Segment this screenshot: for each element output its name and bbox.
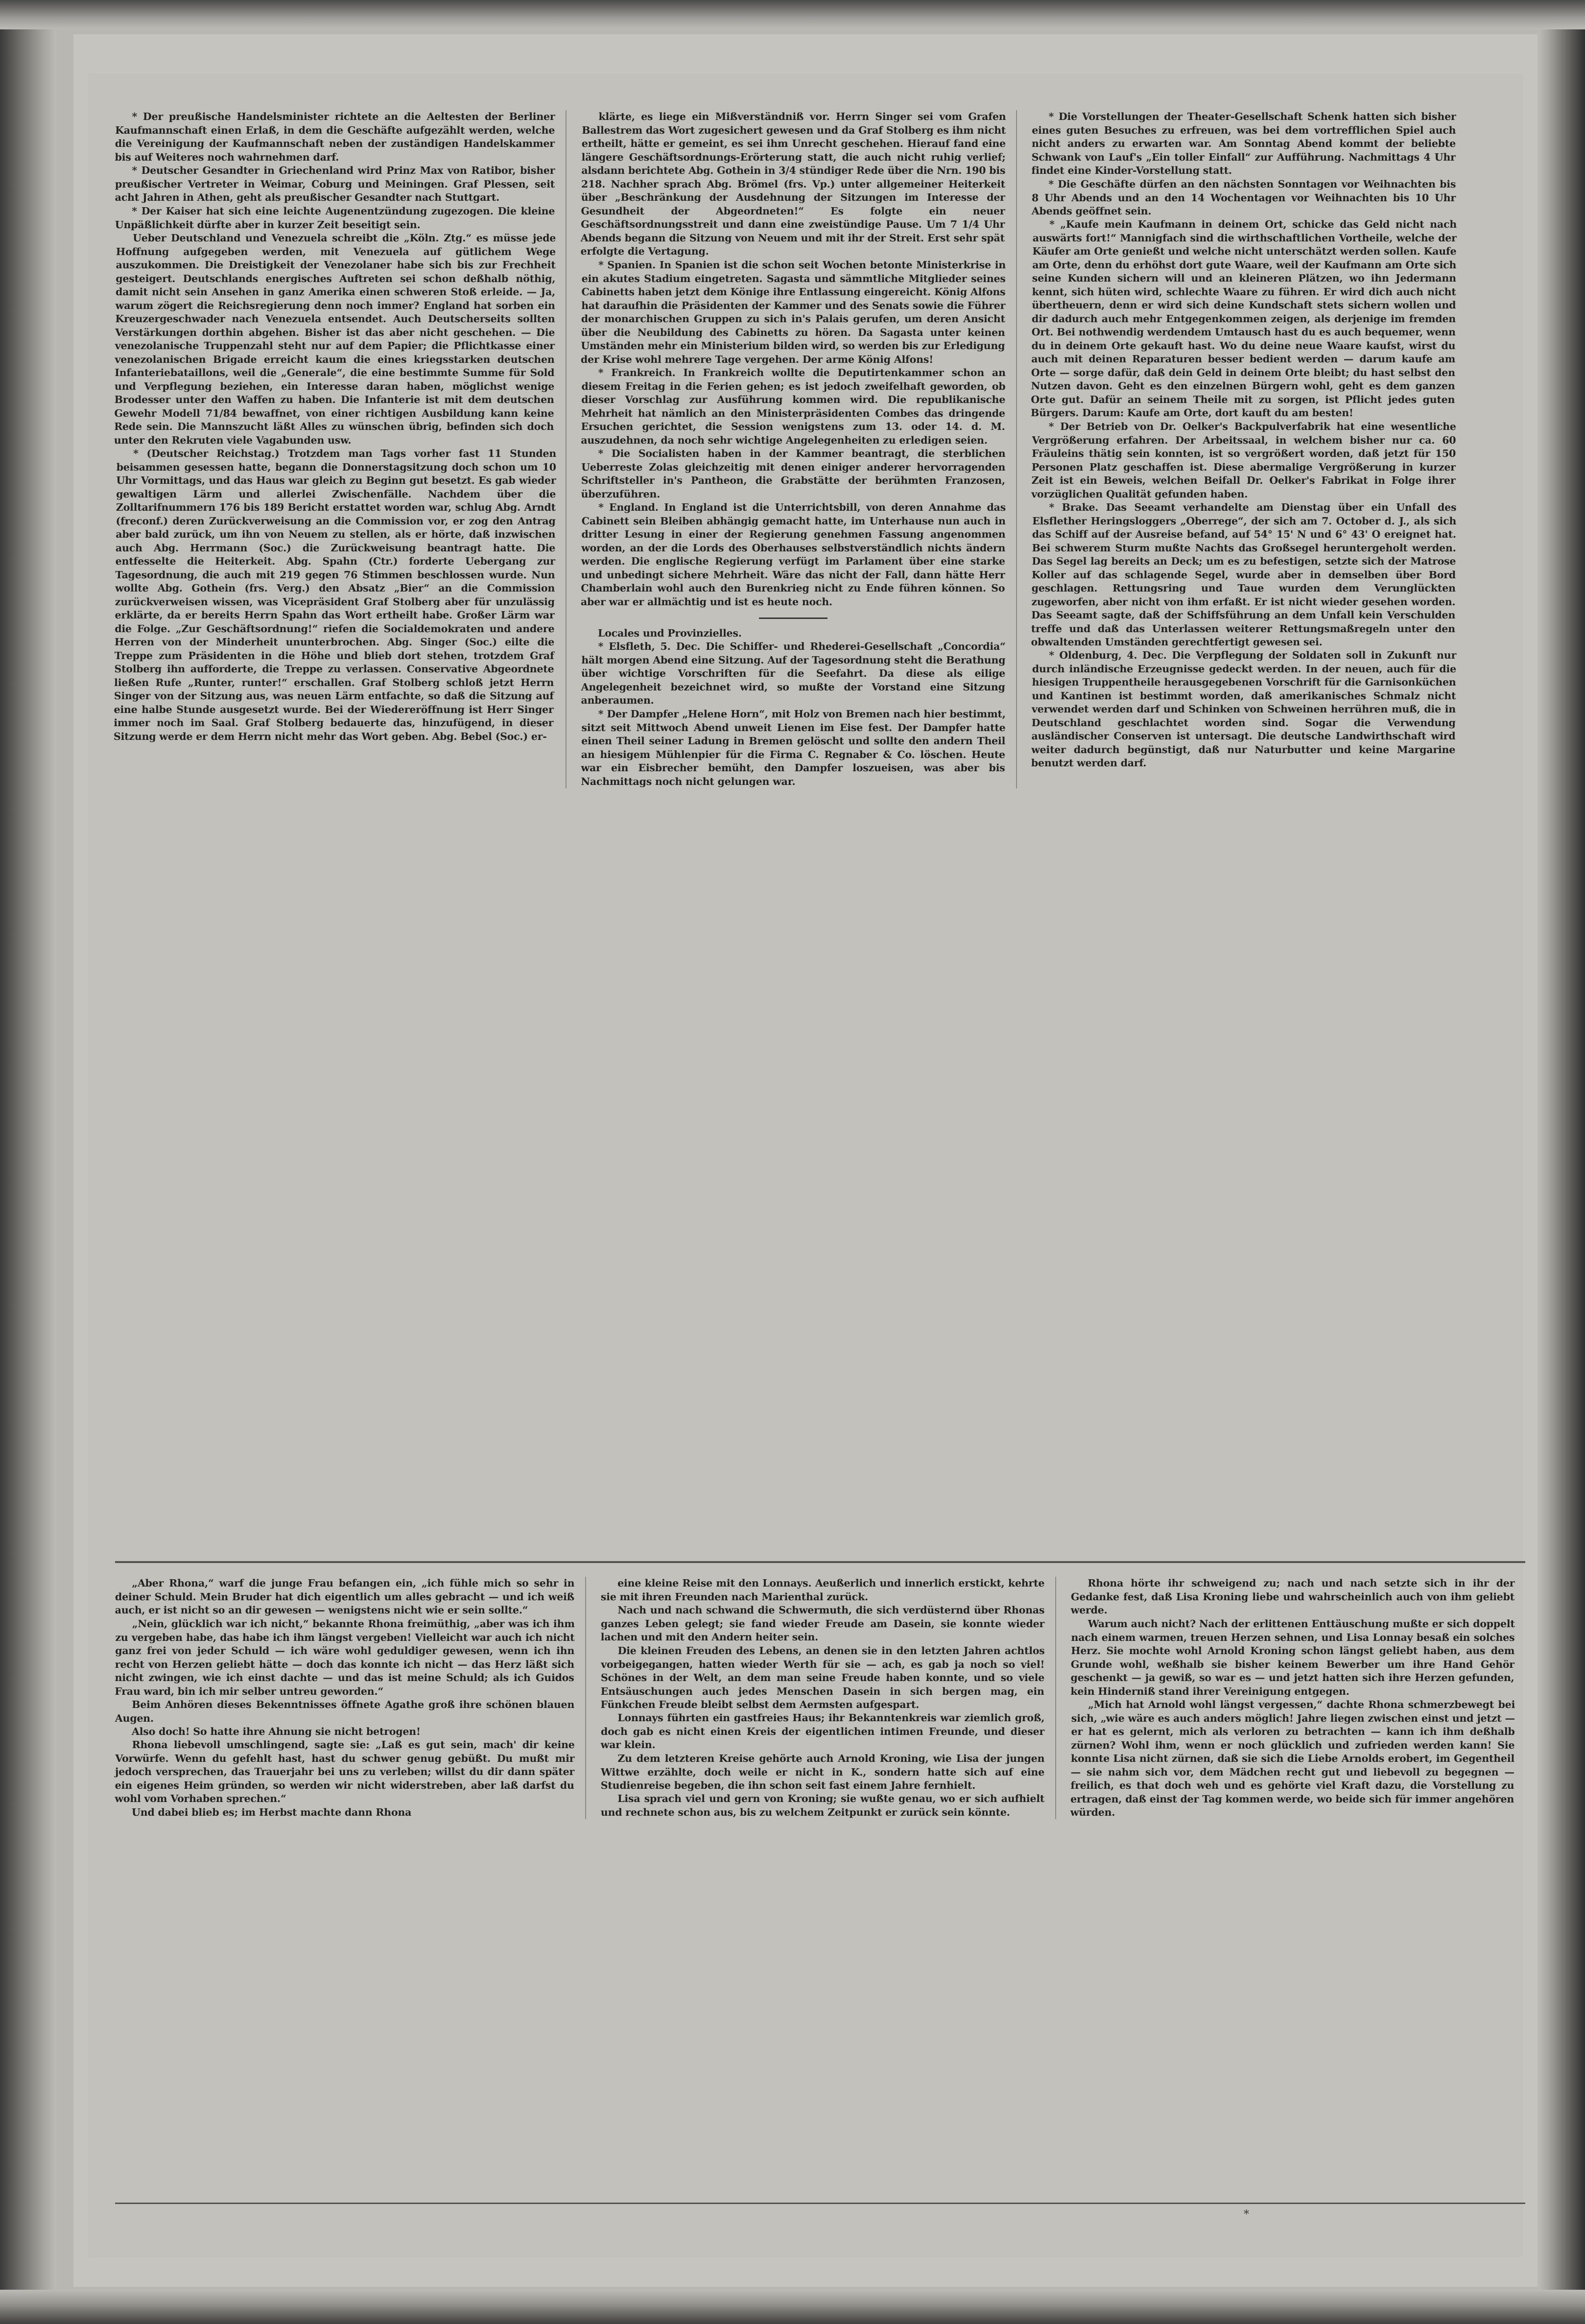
- news-paragraph: * Der Betrieb von Dr. Oelker's Backpulverfabrik hat eine wesentliche Vergrößerung erfahren. Der Arbeitssaal, in welchem bisher nur ca. 60 Fräuleins thätig sein konnten, ist so vergrößert worden, daß jetzt für 150 Personen Platz geschaffen ist. Diese abermalige Vergrößerung in kurzer Zeit ist ein Beweis, welchen Beifall Dr. Oelker's Fabrikat in Folge ihrer vorzüglichen Qualität gefunden haben.: [1031, 420, 1456, 499]
- news-columns: [115, 110, 1525, 788]
- news-paragraph: * England. In England ist die Unterrichtsbill, von deren Annahme das Cabinett sein Bleiben abhängig gemacht hatte, im Unterhause nun auch in dritter Lesung in einer der Regierung genehmen Fassung angenommen worden, an der die Lords des Oberhauses selbstverständlich nichts ändern werden. Die englische Regierung verfügt im Parlament über eine starke und unbedingt sichere Mehrheit. Wäre das nicht der Fall, dann hätte Herr Chamberlain wohl auch den Burenkrieg nicht zu Ende führen können. So aber war er allmächtig und ist es heute noch.: [580, 501, 1006, 607]
- feuilleton-paragraph: „Nein, glücklich war ich nicht,“ bekannte Rhona freimüthig, „aber was ich ihm zu vergeben habe, das habe ich ihm längst vergeben! Vielleicht war auch ich nicht ganz frei von jeder Schuld — ich wäre wohl geduldiger gewesen, wenn ich ihn recht von Herzen geliebt hätte — doch das konnte ich nicht — das Herz läßt sich nicht zwingen, wie ich einst dachte — und das ist meine Schuld; als ich Guidos Frau ward, bin ich mir selber untreu geworden.“: [115, 1617, 575, 1697]
- feuilleton-paragraph: Lisa sprach viel und gern von Kroning; sie wußte genau, wo er sich aufhielt und rechnete schon aus, bis zu welchem Zeitpunkt er zurück sein könnte.: [600, 1793, 1045, 1818]
- feuilleton-paragraph: Die kleinen Freuden des Lebens, an denen sie in den letzten Jahren achtlos vorbeigegangen, hatten wieder Werth für sie — ach, es gab ja noch so viel! Schönes in der Welt, an dem man seine Freude haben konnte, und so viele Entsäuschungen auch jedes Menschen Dasein in sich bergen mag, ein Fünkchen Freude bleibt selbst dem Aermsten aufgespart.: [600, 1644, 1045, 1710]
- feuilleton-section: [115, 1577, 1525, 2208]
- feuilleton-column-1: [115, 1577, 585, 1819]
- feuilleton-paragraph: Lonnays führten ein gastfreies Haus; ihr Bekanntenkreis war ziemlich groß, doch gab es nicht einen Kreis der eigentlichen intimen Freunde, und dieser war klein.: [600, 1712, 1045, 1751]
- news-column-2: [566, 110, 1016, 788]
- feuilleton-paragraph: eine kleine Reise mit den Lonnays. Aeußerlich und innerlich erstickt, kehrte sie mit ihren Freunden nach Marienthal zurück.: [600, 1577, 1045, 1603]
- feuilleton-columns: [115, 1577, 1525, 1819]
- feuilleton-paragraph: Rhona liebevoll umschlingend, sagte sie: „Laß es gut sein, mach' dir keine Vorwürfe. Wenn du gefehlt hast, hast du schwer genug gebüßt. Du mußt mir jedoch versprechen, das Trauerjahr bei uns zu verleben; willst du dir dann später ein eigenes Heim gründen, so werden wir nicht widerstreben, aber laß darfst du wohl vom Vorhaben sprechen.“: [115, 1739, 575, 1804]
- news-paragraph: * „Kaufe mein Kaufmann in deinem Ort, schicke das Geld nicht nach auswärts fort!“ Mannigfach sind die wirthschaftlichen Vortheile, welche der Käufer am Orte genießt und welche nicht unterschätzt werden sollen. Kaufe am Orte, denn du erhöhst dort gute Waare, weil der Kaufmann am Orte sich seine Kunden sichern will und an kleineren Plätzen, wo ihn Jedermann kennt, sich hüten wird, schlechte Waare zu führen. Er wird dich auch nicht übertheuern, denn er wird sich deine Kundschaft stets sichern wollen und dir dadurch auch mehr Entgegenkommen zeigen, als derjenige im fremden Ort. Bei nothwendig werdendem Umtausch hast du es auch bequemer, wenn du in deinem Orte gekauft hast. Wo du deine neue Waare kaufst, wirst du auch mit deinen Reparaturen besser bedient werden — darum kaufe am Orte — sorge dafür, daß dein Geld in deinem Orte bleibt; du hast selbst den Nutzen davon. Geht es den einzelnen Bürgern wohl, geht es dem ganzen Orte gut. Dafür an seinem Theile mit zu sorgen, ist Pflicht jedes guten Bürgers. Darum: Kaufe am Orte, dort kauft du am besten!: [1030, 218, 1457, 419]
- feuilleton-column-3: [1055, 1577, 1525, 1819]
- section-heading-locales: Locales und Provinzielles.: [597, 627, 742, 639]
- news-column-3: [1016, 110, 1467, 788]
- page-edge-bottom: [0, 2290, 1585, 2324]
- feuilleton-paragraph: „Aber Rhona,“ warf die junge Frau befangen ein, „ich fühle mich so sehr in deiner Schuld. Mein Bruder hat dich eigentlich um alles gebracht — und ich weiß auch, er ist nicht so an dir gewesen — wenigstens nicht wie er sein sollte.“: [115, 1577, 575, 1616]
- bottom-divider: [115, 2203, 1525, 2204]
- news-paragraph: * (Deutscher Reichstag.) Trotzdem man Tags vorher fast 11 Stunden beisammen gesessen hatte, begann die Donnerstagsitzung doch schon um 10 Uhr Vormittags, und das Haus war gleich zu Beginn gut besetzt. Es gab wieder gewaltigen Lärm und allerlei Zwischenfälle. Nachdem über die Zolltarifnummern 176 bis 189 Bericht erstattet worden war, schlug Abg. Arndt (freconf.) deren Zurückverweisung an die Commission vor, er zog den Antrag aber bald zurück, um ihn von Neuem zu stellen, als er hörte, daß inzwischen auch Abg. Herrmann (Soc.) die Zurückweisung beantragt hatte. Die entfesselte die Heiterkeit. Abg. Spahn (Ctr.) forderte Uebergang zur Tagesordnung, die auch mit 219 gegen 76 Stimmen beschlossen wurde. Nun wollte Abg. Gothein (frs. Verg.) den Absatz „Bier“ an die Commission zurückverweisen wissen, was Vicepräsident Graf Stolberg aber für unzulässig erklärte, da er bereits Herrn Spahn das Wort ertheilt habe. Großer Lärm war die Folge. „Zur Geschäftsordnung!“ riefen die Socialdemokraten und andere Herren von der Minderheit ununterbrochen. Abg. Singer (Soc.) eilte die Treppe zum Präsidenten in die Höhe und blieb dort stehen, trotzdem Graf Stolberg ihn aufforderte, die Treppe zu verlassen. Conservative Abgeordnete ließen Rufe „Runter, runter!“ erschallen. Graf Stolberg schloß jetzt Herrn Singer von der Sitzung aus, was neuen Lärm entfachte, so daß die Sitzung auf eine halbe Stunde ausgesetzt wurde. Bei der Wiedereröffnung ist Herr Singer immer noch im Saal. Graf Stolberg bedauerte das, hinzufügend, in dieser Sitzung werde er dem Herrn nicht mehr das Wort geben. Abg. Bebel (Soc.) er-: [113, 447, 557, 742]
- feuilleton-paragraph: Rhona hörte ihr schweigend zu; nach und nach setzte sich in ihr der Gedanke fest, daß Lisa Kroning liebe und wahrscheinlich auch von ihm geliebt werde.: [1070, 1577, 1515, 1616]
- feuilleton-column-2: [585, 1577, 1055, 1819]
- feuilleton-paragraph: Und dabei blieb es; im Herbst machte dann Rhona: [131, 1806, 412, 1818]
- page-edge-right: [1538, 0, 1585, 2324]
- news-paragraph: * Elsfleth, 5. Dec. Die Schiffer- und Rhederei-Gesellschaft „Concordia“ hält morgen Abend eine Sitzung. Auf der Tagesordnung steht die Berathung über wichtige Vorschriften für die Seefahrt. Da diese als eilige Angelegenheit bezeichnet wird, so mußte der Vorstand eine Sitzung anberaumen.: [581, 640, 1006, 706]
- feuilleton-paragraph: Nach und nach schwand die Schwermuth, die sich verdüsternd über Rhonas ganzes Leben gelegt; sie fand wieder Freude am Dasein, sie konnte wieder lachen und mit den Andern heiter sein.: [600, 1604, 1045, 1643]
- news-paragraph: * Oldenburg, 4. Dec. Die Verpflegung der Soldaten soll in Zukunft nur durch inländische Erzeugnisse gedeckt werden. In der neuen, auch für die hiesigen Truppentheile herausgegebenen Vorschrift für die Garnisonküchen und Kantinen ist bestimmt worden, daß amerikanisches Schmalz nicht verwendet werden darf und Schinken von Schweinen herrühren muß, die in Deutschland geschlachtet worden sind. Sogar die Verwendung ausländischer Conserven ist untersagt. Die deutsche Landwirthschaft wird weiter dadurch begünstigt, daß nur Naturbutter und keine Margarine benutzt werden darf.: [1031, 649, 1457, 769]
- news-paragraph: * Der Kaiser hat sich eine leichte Augenentzündung zugezogen. Die kleine Unpäßlichkeit dürfte aber in kurzer Zeit beseitigt sein.: [115, 205, 555, 230]
- news-paragraph: * Frankreich. In Frankreich wollte die Deputirtenkammer schon an diesem Freitag in die Ferien gehen; es ist jedoch zweifelhaft geworden, ob dieser Vorschlag zur Ausführung kommen wird. Die republikanische Mehrheit hat nämlich an den Ministerpräsidenten Combes das dringende Ersuchen gerichtet, die Session wenigstens zum 13. oder 14. d. M. auszudehnen, da noch sehr wichtige Angelegenheiten zu erledigen seien.: [581, 366, 1006, 446]
- page-edge-left: [0, 0, 56, 2324]
- bottom-ornament: *: [1244, 2208, 1249, 2221]
- news-paragraph: * Die Vorstellungen der Theater-Gesellschaft Schenk hatten sich bisher eines guten Besuches zu erfreuen, was bei dem vortrefflichen Spiel auch nicht anders zu erwarten war. Am Sonntag Abend kommt der beliebte Schwank von Lauf's „Ein toller Einfall“ zur Aufführung. Nachmittags 4 Uhr findet eine Kinder-Vorstellung statt.: [1031, 111, 1456, 176]
- feuilleton-paragraph: Beim Anhören dieses Bekenntnisses öffnete Agathe groß ihre schönen blauen Augen.: [115, 1698, 575, 1724]
- news-paragraph: * Deutscher Gesandter in Griechenland wird Prinz Max von Ratibor, bisher preußischer Vertreter in Weimar, Coburg und Meiningen. Graf Plessen, seit acht Jahren in Athen, geht als preußischer Gesandter nach Stuttgart.: [115, 165, 555, 203]
- news-paragraph: Ueber Deutschland und Venezuela schreibt die „Köln. Ztg.“ es müsse jede Hoffnung aufgegeben werden, mit Venezuela auf gütlichem Wege auszukommen. Die Dreistigkeit der Venezolaner habe sich bis zur Frechheit gesteigert. Deutschlands energisches Auftreten sei schon deßhalb nöthig, damit nicht sein Ansehen in ganz Amerika einen schweren Stoß erleide. — Ja, warum zögert die Reichsregierung denn noch immer? England hat sorben ein Kreuzergeschwader nach Venezuela entsendet. Auch Deutscherseits sollten Verstärkungen dorthin abgehen. Bisher ist das aber nicht geschehen. — Die venezolanische Truppenzahl steht nur auf dem Papier; die Pflichtkasse einer venezolanischen Brigade erreicht kaum die eines kriegsstarken deutschen Infanteriebataillons, weil die „Generale“, die eine bestimmte Summe für Sold und Verpflegung beziehen, ein Interesse daran haben, möglichst wenige Brodesser unter den Waffen zu haben. Die Infanterie ist mit dem deutschen Gewehr Modell 71/84 bewaffnet, von einer richtigen Ausbildung kann keine Rede sein. Die Mannszucht läßt Alles zu wünschen übrig, befinden sich doch unter den Rekruten viele Vagabunden usw.: [114, 232, 556, 446]
- news-paragraph: * Die Geschäfte dürfen an den nächsten Sonntagen vor Weihnachten bis 8 Uhr Abends und an den 14 Wochentagen vor Weihnachten bis 10 Uhr Abends geöffnet sein.: [1031, 178, 1456, 217]
- news-section: [115, 110, 1525, 1550]
- feuilleton-paragraph: Warum auch nicht? Nach der erlittenen Enttäuschung mußte er sich doppelt nach einem warmen, treuen Herzen sehnen, und Lisa Lonnay besaß ein solches Herz. Sie mochte wohl Arnold Kroning schon längst geliebt haben, aus dem Grunde wohl, weßhalb sie bisher keinem Bewerber um ihre Hand Gehör geschenkt — ja gewiß, so war es — und jetzt hatten sich ihre Herzen gefunden, kein Hinderniß stand ihrer Vereinigung entgegen.: [1070, 1617, 1515, 1697]
- news-paragraph: * Spanien. In Spanien ist die schon seit Wochen betonte Ministerkrise in ein akutes Stadium eingetreten. Sagasta und sämmtliche Mitglieder seines Cabinetts haben jetzt dem Könige ihre Entlassung eingereicht. König Alfons hat daraufhin die Präsidenten der Kammer und des Senats sowie die Führer der monarchischen Gruppen zu sich in's Palais gerufen, um deren Ansicht über die Neubildung des Cabinetts zu hören. Da Sagasta unter keinen Umständen mehr ein Ministerium bilden wird, so werden bis zur Erledigung der Krise wohl mehrere Tage vergehen. Der arme König Alfons!: [580, 259, 1006, 365]
- news-paragraph: * Brake. Das Seeamt verhandelte am Dienstag über ein Unfall des Elsflether Heringsloggers „Oberrege“, der sich am 7. October d. J., als sich das Schiff auf der Ausreise befand, auf 54° 15' N und 6° 43' O ereignet hat. Bei schwerem Sturm mußte Nachts das Großsegel heruntergeholt werden. Das Segel lag bereits an Deck; um es zu befestigen, setzte sich der Matrose Koller auf das schlagende Segel, wurde aber in demselben über Bord geschlagen. Rettungsring und Taue wurden dem Verunglückten zugeworfen, aber nicht von ihm erfaßt. Er ist nicht wieder gesehen worden. Das Seeamt sagte, daß der Schiffsführung an dem Unfall kein Verschulden treffe und daß das Unterlassen weiterer Rettungsmaßregeln unter den obwaltenden Umständen gerechtfertigt gewesen sei.: [1031, 501, 1457, 648]
- page-edge-top: [0, 0, 1585, 29]
- news-paragraph: * Der preußische Handelsminister richtete an die Aeltesten der Berliner Kaufmannschaft einen Erlaß, in dem die Geschäfte aufgezählt werden, welche die Vereinigung der Kaufmannschaft neben der zuständigen Handelskammer bis auf Weiteres noch wahrnehmen darf.: [115, 111, 555, 163]
- feuilleton-paragraph: Also doch! So hatte ihre Ahnung sie nicht betrogen!: [131, 1725, 421, 1737]
- news-paragraph: klärte, es liege ein Mißverständniß vor. Herrn Singer sei vom Grafen Ballestrem das Wort zugesichert gewesen und da Graf Stolberg es ihm nicht ertheilt, hätte er gemeint, es sei ihm Unrecht geschehen. Hierauf fand eine längere Geschäftsordnungs-Erörterung statt, die auch nicht ruhig verlief; alsdann berichtete Abg. Gothein in 3/4 stündiger Rede über die Nrn. 190 bis 218. Nachher sprach Abg. Brömel (frs. Vp.) unter allgemeiner Heiterkeit über „Beschränkung der Ausdehnung der Sitzungen im Interesse der Gesundheit der Abgeordneten!“ Es folgte ein neuer Geschäftsordnungsstreit und dann eine zweistündige Pause. Um 7 1/4 Uhr Abends begann die Sitzung von Neuem und mit ihr der Streit. Erst sehr spät erfolgte die Vertagung.: [580, 111, 1006, 257]
- feuilleton-paragraph: „Mich hat Arnold wohl längst vergessen,“ dachte Rhona schmerzbewegt bei sich, „wie wäre es auch anders möglich! Jahre liegen zwischen einst und jetzt — er hat es gelernt, mich als verloren zu betrachten — kann ich ihm deßhalb zürnen? Wohl ihm, wenn er noch glücklich und zufrieden werden kann! Sie konnte Lisa nicht zürnen, daß sie sich die Liebe Arnolds erobert, im Gegentheil — sie nahm sich vor, dem Mädchen recht gut und liebevoll zu begegnen — freilich, es that doch weh und es gehörte viel Kraft dazu, die Vorstellung zu ertragen, daß einst der Tag kommen werde, wo beide sich für immer angehören würden.: [1070, 1698, 1515, 1818]
- section-divider-rule: [759, 617, 828, 619]
- news-paragraph: * Die Socialisten haben in der Kammer beantragt, die sterblichen Ueberreste Zolas gleichzeitig mit denen einiger anderer hervorragenden Schriftsteller in's Pantheon, die Grabstätte der berühmten Franzosen, überzuführen.: [581, 447, 1006, 499]
- news-column-1: [115, 110, 566, 788]
- feuilleton-paragraph: Zu dem letzteren Kreise gehörte auch Arnold Kroning, wie Lisa der jungen Wittwe erzählte, doch weile er nicht in K., sondern hatte sich auf eine Studienreise begeben, die ihn schon seit fast einem Jahre fernhielt.: [600, 1752, 1045, 1791]
- news-paragraph: * Der Dampfer „Helene Horn“, mit Holz von Bremen nach hier bestimmt, sitzt seit Mittwoch Abend unweit Lienen im Eise fest. Der Dampfer hatte einen Theil seiner Ladung in Bremen gelöscht und sollte den andern Theil an hiesigem Mühlenpier für die Firma C. Regnaber & Co. löschen. Heute war ein Eisbrecher bemüht, den Dampfer loszueisen, was aber bis Nachmittags noch nicht gelungen war.: [581, 708, 1006, 787]
- horizontal-divider: [115, 1561, 1525, 1563]
